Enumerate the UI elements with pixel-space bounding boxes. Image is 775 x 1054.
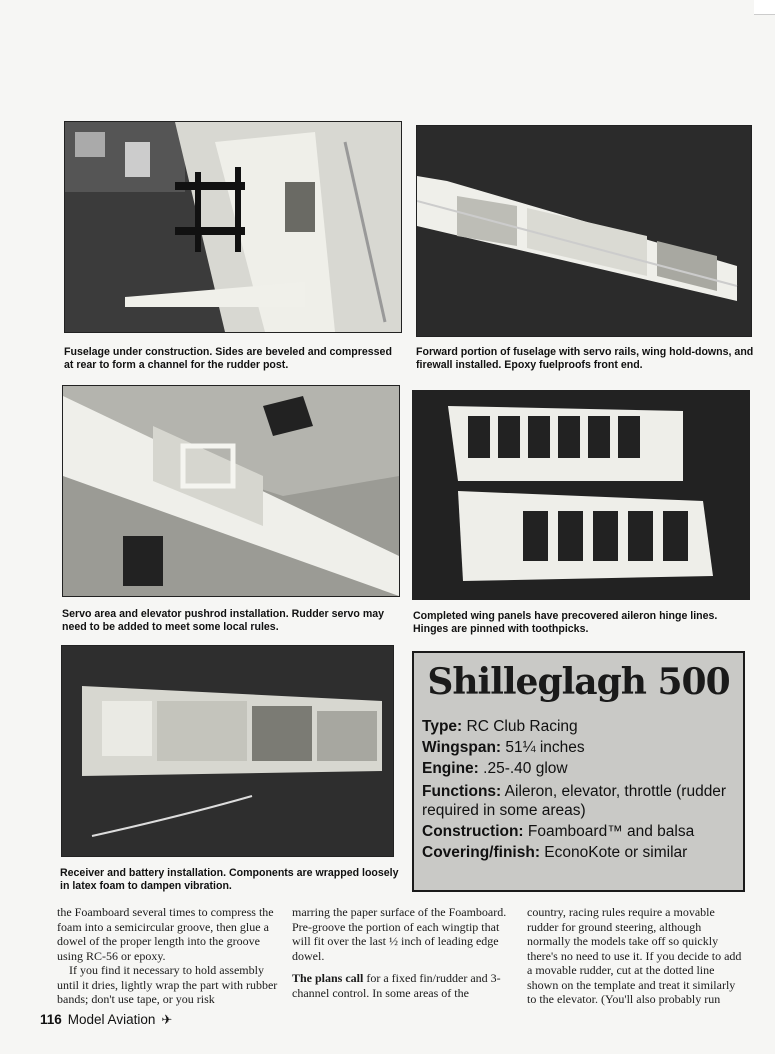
body-paragraph: the Foamboard several times to compress the foam into a semicircular groove, then glue a dowel of the proper length into the groove using RC-56 or epoxy. bbox=[57, 905, 274, 963]
spec-wingspan: Wingspan: 51¼ inches bbox=[422, 739, 585, 756]
corner-mark bbox=[754, 0, 775, 15]
caption-servo-area: Servo area and elevator pushrod installation. Rudder servo may need to be added to meet some local rules. bbox=[62, 608, 385, 633]
caption-wing-panels: Completed wing panels have precovered aileron hinge lines. Hinges are pinned with toothpicks. bbox=[413, 610, 718, 635]
photo-wing-panels bbox=[412, 390, 750, 600]
photo-receiver-battery bbox=[61, 645, 394, 857]
body-column-2 bbox=[292, 905, 510, 1000]
spec-list bbox=[422, 717, 743, 864]
photo-fuselage-construction bbox=[64, 121, 402, 333]
spec-construction: Construction: Foamboard™ and balsa bbox=[422, 823, 695, 840]
spec-covering: Covering/finish: EconoKote or similar bbox=[422, 844, 688, 861]
caption-forward-portion: Forward portion of fuselage with servo rails, wing hold-downs, and firewall installed. Epoxy fuelproofs front end. bbox=[416, 346, 754, 371]
page-number: 116 bbox=[40, 1012, 62, 1027]
page-footer bbox=[40, 1012, 172, 1028]
body-column-3 bbox=[527, 905, 747, 1007]
spec-box bbox=[412, 651, 745, 892]
body-paragraph: marring the paper surface of the Foamboard. Pre-groove the portion of each wingtip that will fit over the last ½ inch of leading edge dowel. bbox=[292, 905, 507, 963]
body-paragraph: country, racing rules require a movable rudder for ground steering, although normally the models take off so quickly there's no need to use it. If you decide to add a movable rudder, cut at the dotted line shown on the template and treat it similarly to the elevator. (You'll also probably run bbox=[527, 905, 742, 1006]
spec-engine: Engine: .25-.40 glow bbox=[422, 760, 568, 777]
run-in-heading: The plans call bbox=[292, 971, 364, 985]
spec-type: Type: RC Club Racing bbox=[422, 718, 578, 735]
spec-title: Shilleglagh 500 bbox=[427, 661, 730, 703]
caption-receiver-battery: Receiver and battery installation. Components are wrapped loosely in latex foam to dampen vibration. bbox=[60, 867, 399, 892]
airplane-icon: ✈ bbox=[161, 1012, 173, 1027]
body-paragraph: If you find it necessary to hold assembly until it dries, lightly wrap the part with rubber bands; don't use tape, or you risk bbox=[57, 963, 278, 1006]
spec-functions: Functions: Aileron, elevator, throttle (rudder required in some areas) bbox=[422, 783, 727, 819]
caption-fuselage-construction: Fuselage under construction. Sides are beveled and compressed at rear to form a channel for the rudder post. bbox=[64, 346, 392, 371]
magazine-name: Model Aviation bbox=[67, 1012, 156, 1027]
body-paragraph: The plans call for a fixed fin/rudder and 3-channel control. In some areas of the bbox=[292, 971, 501, 1000]
body-column-1 bbox=[57, 905, 279, 1007]
photo-servo-area bbox=[62, 385, 400, 597]
photo-forward-portion bbox=[416, 125, 752, 337]
